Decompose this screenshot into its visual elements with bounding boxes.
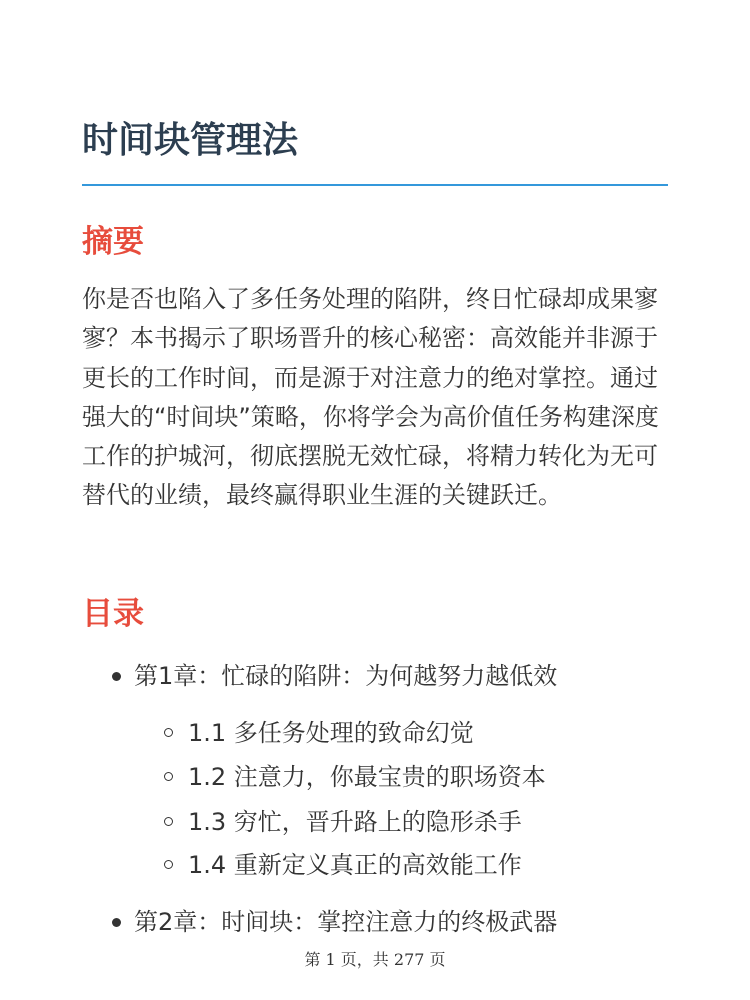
bullet-disc-icon bbox=[112, 918, 121, 927]
page-footer: 第 1 页，共 277 页 bbox=[304, 950, 446, 969]
bullet-disc-icon bbox=[112, 672, 121, 681]
toc-section-1-1[interactable] bbox=[188, 716, 474, 750]
title-divider bbox=[82, 184, 668, 186]
toc-section-1-3[interactable] bbox=[188, 805, 522, 839]
toc-section-label: 1.3 穷忙，晋升路上的隐形杀手 bbox=[188, 808, 522, 836]
toc-chapter-2-label: 第2章：时间块：掌控注意力的终极武器 bbox=[134, 908, 558, 936]
bullet-circle-icon bbox=[164, 728, 173, 737]
toc-section-1-2[interactable] bbox=[188, 760, 546, 794]
toc-section-label: 1.4 重新定义真正的高效能工作 bbox=[188, 851, 522, 879]
bullet-circle-icon bbox=[164, 860, 173, 869]
toc-chapter-2[interactable] bbox=[134, 905, 557, 939]
abstract-heading: 摘要 bbox=[82, 224, 144, 260]
toc-chapter-1[interactable] bbox=[134, 659, 557, 693]
document-title: 时间块管理法 bbox=[82, 120, 299, 161]
abstract-paragraph: 你是否也陷入了多任务处理的陷阱，终日忙碌却成果寥寥？本书揭示了职场晋升的核心秘密：高效能并非源于更长的工作时间，而是源于对注意力的绝对掌控。通过强大的“时间块”策略，你将学会为高价值任务构建深度工作的护城河，彻底摆脱无效忙碌，将精力转化为无可替代的业绩，最终赢得职业生涯的关键跃迁。 bbox=[82, 285, 659, 510]
toc-section-1-4[interactable] bbox=[188, 848, 522, 882]
bullet-circle-icon bbox=[164, 772, 173, 781]
toc-section-label: 1.1 多任务处理的致命幻觉 bbox=[188, 719, 474, 747]
toc-chapter-1-label: 第1章：忙碌的陷阱：为何越努力越低效 bbox=[134, 662, 558, 690]
toc-heading: 目录 bbox=[82, 596, 144, 632]
toc-section-label: 1.2 注意力，你最宝贵的职场资本 bbox=[188, 763, 546, 791]
bullet-circle-icon bbox=[164, 817, 173, 826]
